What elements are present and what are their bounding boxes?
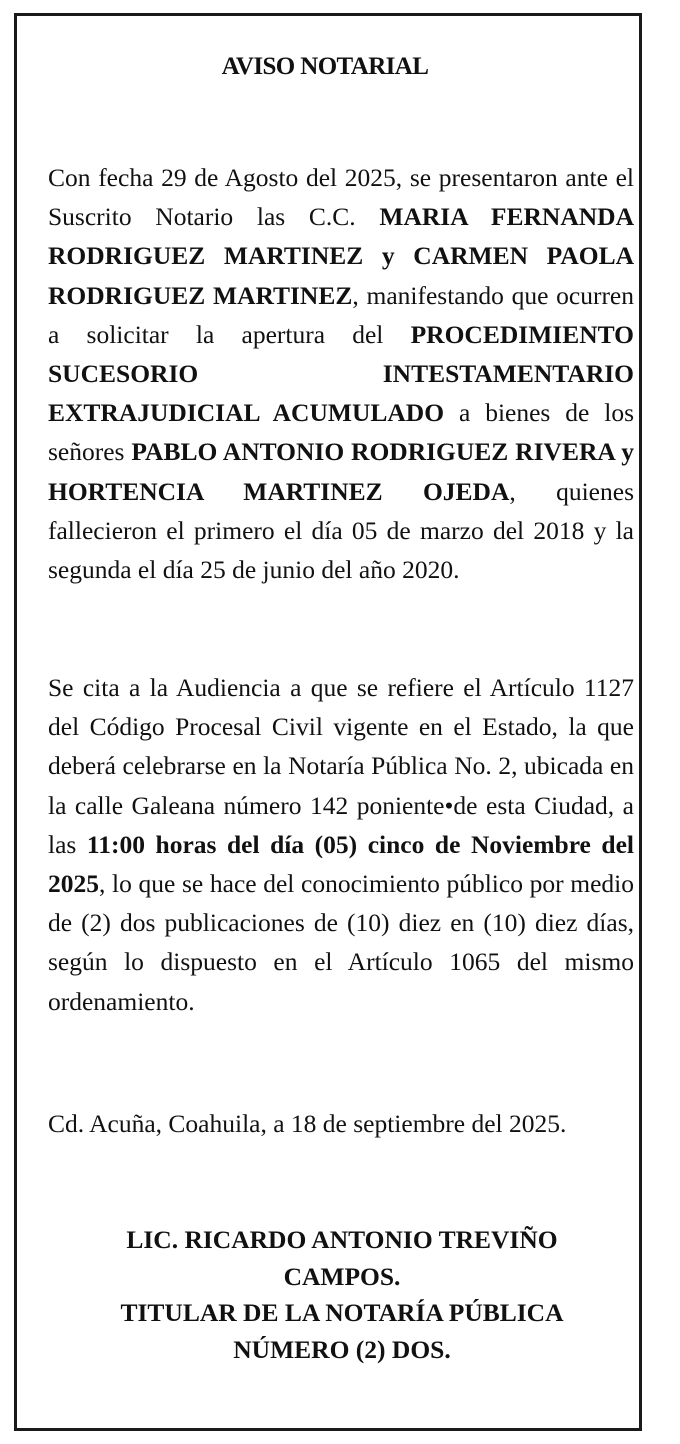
text-segment: Con fecha 29 de Agosto del 2025, se presentaron ante el Suscrito Notario las C.C. — [48, 163, 634, 232]
notice-frame — [14, 13, 642, 1431]
text-segment: , quienes fallecieron el primero el día 05 de marzo del 2018 y la segunda el día 25 de junio del año 2020. — [48, 476, 634, 585]
notice-title: AVISO NOTARIAL — [221, 53, 429, 80]
text-segment: Se cita a la Audiencia a que se refiere el Artículo 1127 del Código Procesal Civil vigente en el Estado, la que deberá celebrarse en la Notaría Pública No. 2, ubicada en la calle Galeana número 142 poniente•de esta Ciudad, a las — [48, 673, 634, 859]
notary-name-line-2: CAMPOS. — [283, 1261, 401, 1291]
hearing-datetime: 11:00 horas del día (05) cinco de Noviembre del 2025 — [48, 829, 634, 899]
notary-title-line-2: NÚMERO (2) DOS. — [233, 1334, 451, 1364]
place-and-date: Cd. Acuña, Coahuila, a 18 de septiembre del 2025. — [48, 1109, 567, 1138]
text-segment: a bienes de los señores — [48, 398, 634, 467]
text-segment: , lo que se hace del conocimiento público por medio de (2) dos publicaciones de (10) diez en (10) diez días, según lo dispuesto en el Artículo 1065 del mismo ordenamiento. — [48, 869, 634, 1016]
text-segment: , manifestando que ocurren a solicitar la apertura del — [48, 280, 635, 349]
signature-block — [17, 1222, 667, 1368]
procedure-name: PROCEDIMIENTO SUCESORIO INTESTAMENTARIO EXTRAJUDICIAL ACUMULADO — [48, 319, 634, 428]
deceased-names: PABLO ANTONIO RODRIGUEZ RIVERA y HORTENCIA MARTINEZ OJEDA — [48, 437, 634, 506]
applicants-names: MARIA FERNANDA RODRIGUEZ MARTINEZ y CARMEN PAOLA RODRIGUEZ MARTINEZ — [48, 202, 634, 310]
notary-title-line-1: TITULAR DE LA NOTARÍA PÚBLICA — [120, 1298, 564, 1327]
notice-paragraph-1 — [48, 158, 634, 589]
notary-name-line-1: LIC. RICARDO ANTONIO TREVIÑO — [126, 1225, 558, 1254]
notice-paragraph-2 — [48, 668, 634, 1021]
